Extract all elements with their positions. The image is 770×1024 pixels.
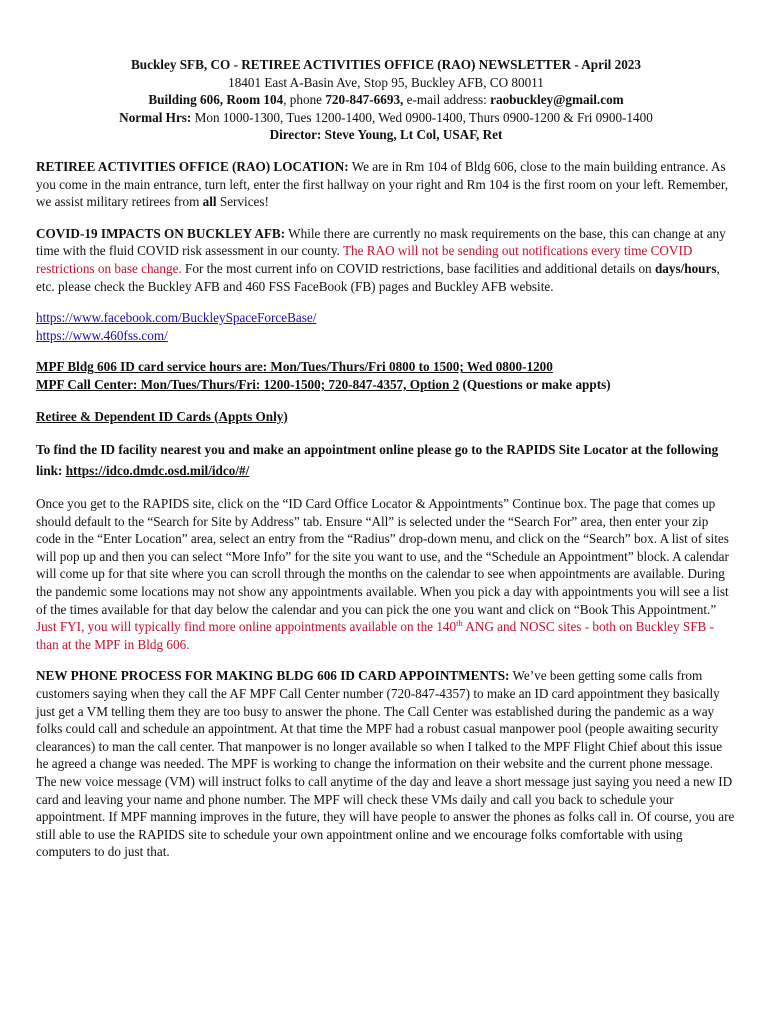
rapids-find-label: To find the ID facility nearest you and make an appointment online please go to the RAPIDS Site Locator at the following link: [36,442,719,479]
office-contact [36,91,736,109]
rapids-find-text [36,439,736,481]
email-address: raobuckley@gmail.com [490,92,624,108]
location-text-end: Services! [216,194,269,210]
hours-label: Normal Hrs: [119,109,192,125]
building-room: Building 606, Room 104 [148,92,284,108]
director-line: Director: Steve Young, Lt Col, USAF, Ret [269,127,503,143]
location-text: We are in Rm 104 of Bldg 606, close to the main building entrance. As you come in the main entrance, turn left, enter the first hallway on your right and Rm 104 is the first room on your left. Remember, we assist military retirees from [36,158,729,210]
location-bold-word: all [202,194,217,210]
id-cards-heading: Retiree & Dependent ID Cards (Appts Only) [36,408,288,424]
newsletter-title: Buckley SFB, CO - RETIREE ACTIVITIES OFFICE (RAO) NEWSLETTER - April 2023 [130,57,641,72]
phone-process-text: We’ve been getting some calls from customers saying when they call the AF MPF Call Center number (720-847-4357) to make an ID card appointment they basically just get a VM telling them they are too busy to answer the phone. The Call Center was established during the pandemic as a way folks could call and schedule an appointment. At that time the MPF had a robust casual manpower pool (people awaiting security clearances) to man the call center. That manpower is no longer available so when I talked to the MPF Flight Chief about this issue he agreed a change was needed. The MPF is working to change the information on their website and the current phone message. The new voice message (VM) will instruct folks to call anytime of the day and leave a short message just saying you need a new ID card and leaving your name and phone number. The MPF will check these VMs daily and call you back to schedule your appointment. If MPF manning improves in the future, they will have people to answer the phones as folks call in. Of course, you are still able to use the RAPIDS site to schedule your own appointment online and we encourage folks comfortable with using computers to do just that. [36,668,735,860]
rapids-fyi-2: ANG and NOSC sites - both on Buckley SFB - than at the MPF in Bldg 606. [36,619,715,652]
rapids-fyi-1: Just FYI, you will typically find more online appointments available on the 140 [36,619,457,635]
covid-text-3: , etc. please check the Buckley AFB and 460 FSS FaceBook (FB) pages and Buckley AFB website. [36,260,720,294]
newsletter-header [36,56,736,144]
rapids-instructions [36,495,736,653]
rapids-instructions-text: Once you get to the RAPIDS site, click on the “ID Card Office Locator & Appointments” Continue box. The page that comes up should default to the “Search for Site by Address” tab. Ensure “All” is selected under the “Search For” area, then enter your zip code in the “Enter Location” area, select an entry from the “Radius” drop-down menu, and click on the “Search” box. A list of sites will pop up and then you can select “More Info” for the site you want to use, and the “Schedule an Appointment” block. A calendar will come up for that site where you can scroll through the months on the calendar to see when appointments are available. During the pandemic some locations may not show any appointments available. When you pick a day with appointments you will see a list of the times available for that day below the calendar and you can pick the one you want and click on “Book This Appointment.” [36,496,729,617]
location-heading: RETIREE ACTIVITIES OFFICE (RAO) LOCATION: [36,158,349,174]
covid-section [36,225,736,295]
rapids-link[interactable]: https://idco.dmdc.osd.mil/idco/#/ [65,463,250,479]
fss-link[interactable]: https://www.460fss.com/ [36,327,168,343]
covid-heading: COVID-19 IMPACTS ON BUCKLEY AFB: [36,225,286,241]
phone-prefix: , phone [283,92,326,108]
mpf-call-center-line [36,376,736,394]
covid-text-1: While there are currently no mask requirements on the base, this can change at any time with the fluid COVID risk assessment in our county. [36,225,726,259]
mpf-call-center-note: (Questions or make appts) [459,376,611,392]
hours-text: Mon 1000-1300, Tues 1200-1400, Wed 0900-1400, Thurs 0900-1200 & Fri 0900-1400 [191,109,653,125]
covid-bold-word: days/hours [654,260,717,276]
phone-number: 720-847-6693, [325,92,404,108]
facebook-link[interactable]: https://www.facebook.com/BuckleySpaceForceBase/ [36,310,317,326]
email-prefix: e-mail address: [403,92,491,108]
location-section [36,158,736,211]
newsletter-page [36,56,736,861]
phone-process-section [36,667,736,861]
covid-text-2: For the most current info on COVID restrictions, base facilities and additional details on [181,260,655,276]
office-hours [36,109,736,127]
covid-red-notice: The RAO will not be sending out notifications every time COVID restrictions on base change. [36,243,693,276]
mpf-call-center: MPF Call Center: Mon/Tues/Thurs/Fri: 1200-1500; 720-847-4357, Option 2 [36,376,460,392]
rapids-fyi-sup: th [456,618,463,629]
phone-process-heading: NEW PHONE PROCESS FOR MAKING BLDG 606 ID CARD APPOINTMENTS: [36,668,510,684]
office-address: 18401 East A-Basin Ave, Stop 95, Buckley AFB, CO 80011 [228,74,544,90]
mpf-hours: MPF Bldg 606 ID card service hours are: Mon/Tues/Thurs/Fri 0800 to 1500; Wed 0800-1200 [36,359,553,375]
